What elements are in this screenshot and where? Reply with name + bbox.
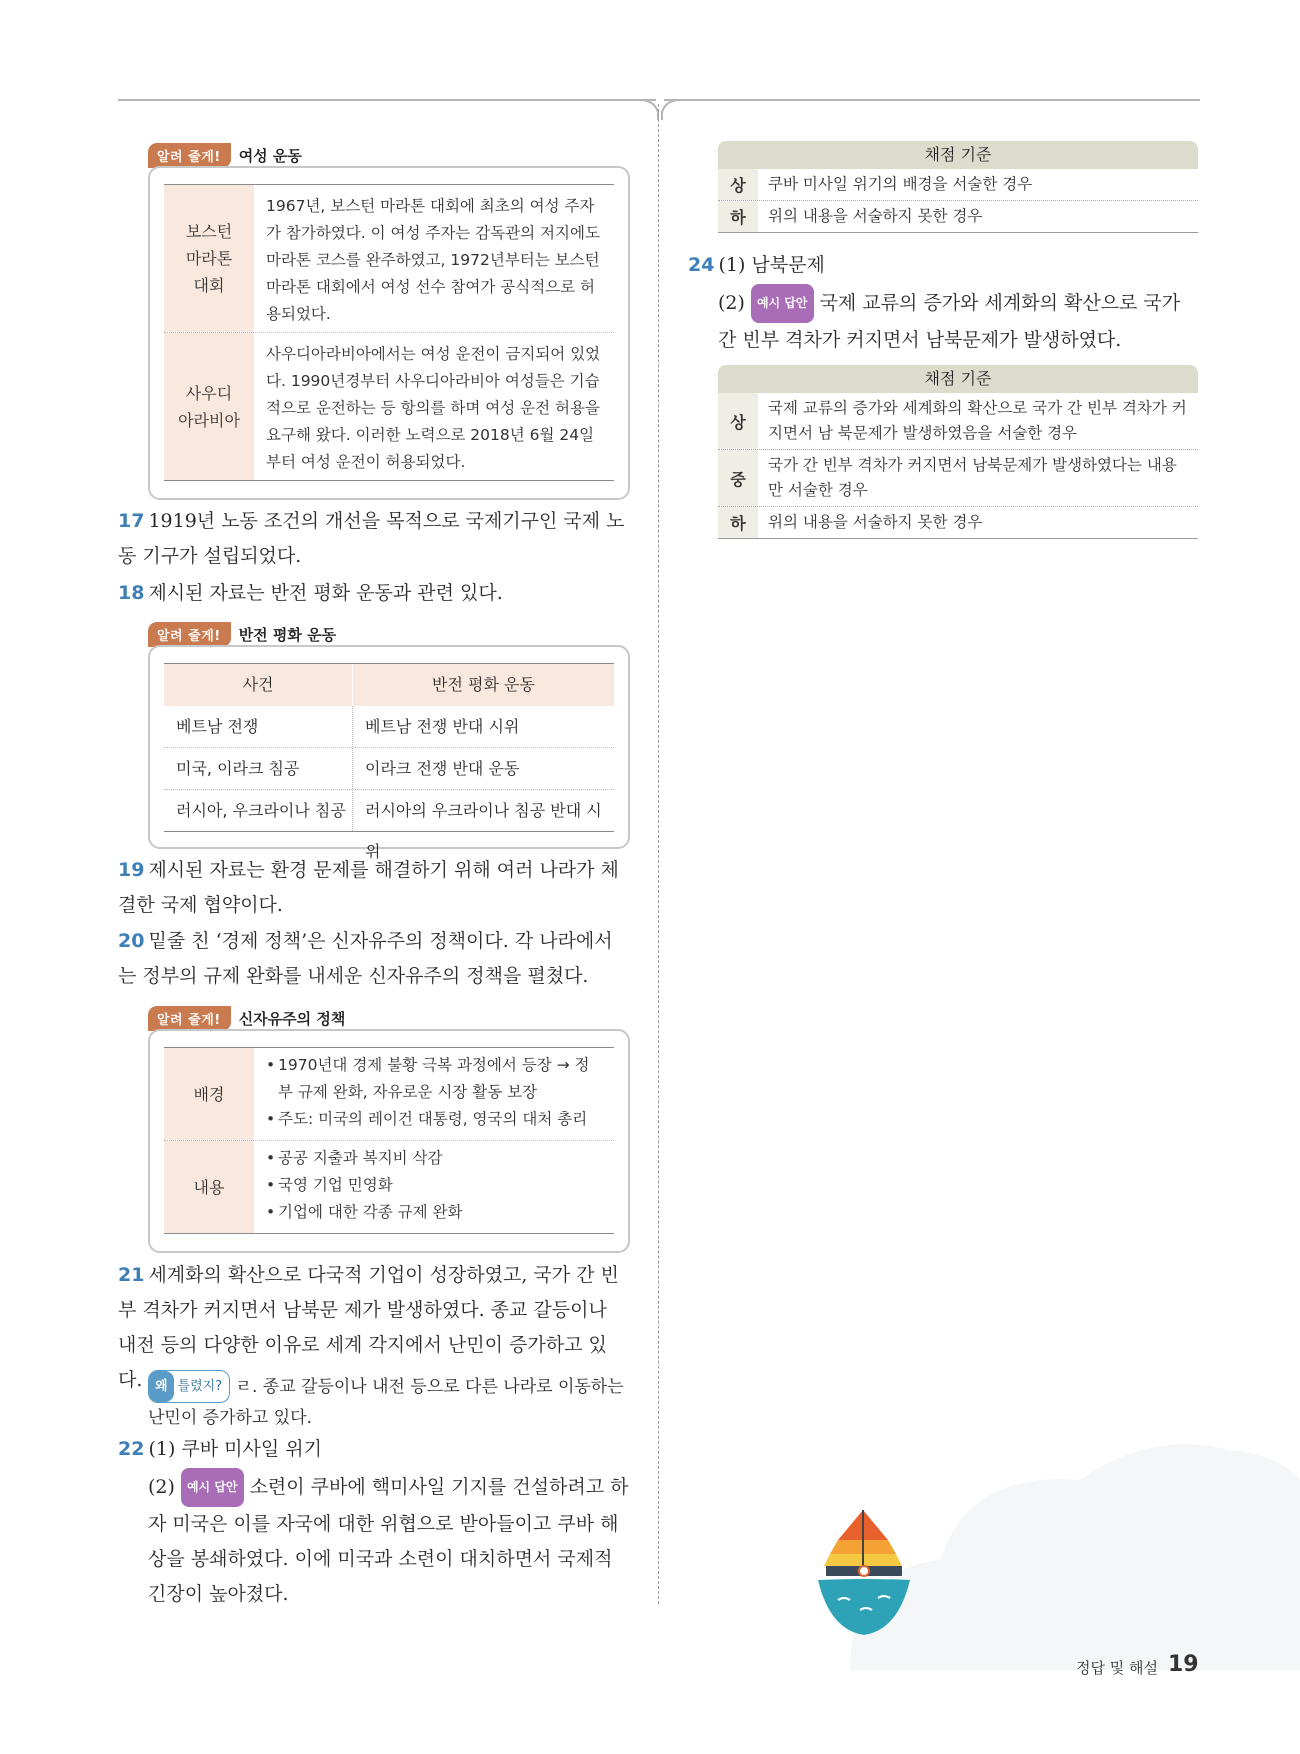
bullet-item: • 기업에 대한 각종 규제 완화 — [266, 1203, 463, 1221]
scoring-table-1 — [718, 141, 1198, 233]
tip-box-antiwar — [148, 645, 630, 861]
page-number: 19 — [1168, 1652, 1199, 1677]
answer-part1: (1) 남북문제 — [718, 254, 825, 276]
table-row — [164, 185, 614, 332]
cell-movement: 러시아의 우크라이나 침공 반대 시위 — [365, 801, 602, 861]
cell-event: 러시아, 우크라이나 침공 — [164, 790, 353, 831]
answer-18 — [118, 576, 630, 611]
top-rule-notch — [640, 98, 680, 120]
bullet-item: • 주도: 미국의 레이건 대통령, 영국의 대처 총리 — [266, 1110, 588, 1128]
table-row — [164, 748, 614, 790]
tip-label-neolib — [148, 1006, 345, 1031]
answer-text: 제시된 자료는 환경 문제를 해결하기 위해 여러 나라가 체결한 국제 협약이다. — [118, 859, 619, 916]
answer-number: 17 — [118, 510, 145, 532]
scoring-grade: 하 — [718, 507, 758, 538]
scoring-row — [718, 201, 1198, 233]
answer-number: 24 — [688, 254, 715, 276]
scoring-table-2 — [718, 365, 1198, 539]
top-rule-left — [118, 99, 656, 101]
scoring-grade: 상 — [718, 169, 758, 200]
tip-box-women — [148, 166, 630, 500]
answer-number: 20 — [118, 930, 145, 952]
answer-22-part2 — [148, 1468, 630, 1612]
column-divider — [658, 104, 659, 1604]
answer-number: 22 — [118, 1438, 145, 1460]
scoring-grade: 하 — [718, 201, 758, 232]
answer-text: 1919년 노동 조건의 개선을 목적으로 국제기구인 국제 노동 기구가 설립되었다. — [118, 510, 625, 567]
tip-label-antiwar — [148, 622, 336, 647]
example-answer-badge: 예시 답안 — [181, 1468, 244, 1507]
row-head: 보스턴 마라톤 대회 — [164, 185, 254, 332]
answer-number: 21 — [118, 1264, 145, 1286]
answer-17 — [118, 504, 630, 574]
bullet-item: • 국영 기업 민영화 — [266, 1176, 393, 1194]
bullet-item: • 1970년대 경제 불황 극복 과정에서 등장 → 정부 규제 완화, 자유로운 시장 활동 보장 — [266, 1056, 590, 1101]
neolib-table — [164, 1047, 614, 1234]
answer-number: 18 — [118, 582, 145, 604]
row-head: 사우디 아라비아 — [164, 333, 254, 480]
tip-box-neolib — [148, 1029, 630, 1253]
top-rule-right — [664, 99, 1200, 101]
tip-title: 신자유주의 정책 — [238, 1010, 346, 1028]
answer-24 — [688, 248, 1200, 283]
answer-text: 소련이 쿠바에 핵미사일 기지를 건설하려고 하자 미국은 이를 자국에 대한 위협으로 받아들이고 쿠바 해상을 봉쇄하였다. 이에 미국과 소련이 대치하면서 국제적 긴장이 높아졌다. — [148, 1476, 629, 1605]
header-movement: 반전 평화 운동 — [432, 675, 535, 694]
women-table — [164, 184, 614, 481]
answer-20 — [118, 924, 630, 994]
row-head: 배경 — [164, 1048, 254, 1140]
table-row — [164, 1048, 614, 1140]
scoring-grade: 상 — [718, 393, 758, 449]
row-head: 내용 — [164, 1141, 254, 1233]
tip-title: 여성 운동 — [238, 147, 302, 165]
cell-event: 미국, 이라크 침공 — [164, 748, 353, 789]
bullet-item: • 공공 지출과 복지비 삭감 — [266, 1149, 443, 1167]
answer-22 — [118, 1432, 630, 1467]
scoring-desc: 쿠바 미사일 위기의 배경을 서술한 경우 — [768, 175, 1033, 193]
part-prefix: (2) — [148, 1476, 175, 1498]
scoring-row — [718, 507, 1198, 539]
tip-label-women — [148, 143, 302, 168]
answer-text: 제시된 자료는 반전 평화 운동과 관련 있다. — [148, 582, 503, 604]
cell-movement: 이라크 전쟁 반대 운동 — [365, 759, 520, 778]
scoring-row — [718, 393, 1198, 450]
why-wrong-badge: 왜 틀렸지? — [148, 1370, 230, 1403]
scoring-row — [718, 169, 1198, 201]
part-prefix: (2) — [718, 292, 745, 314]
cell-event: 베트남 전쟁 — [164, 706, 353, 747]
scoring-desc: 위의 내용을 서술하지 못한 경우 — [768, 207, 983, 225]
scoring-row — [718, 450, 1198, 507]
table-row — [164, 332, 614, 480]
tip-badge: 알려 줄게! — [148, 622, 231, 647]
answer-number: 19 — [118, 859, 145, 881]
answer-24-part2 — [718, 284, 1200, 358]
table-row — [164, 1140, 614, 1233]
tip-title: 반전 평화 운동 — [238, 626, 337, 644]
row-body: 사우디아라비아에서는 여성 운전이 금지되어 있었다. 1990년경부터 사우디아라비아 여성들은 기습적으로 운전하는 등 항의를 하며 여성 운전 허용을 요구해 왔다. 이러한 노력으로 2018년 6월 24일부터 여성 운전이 허용되었다. — [266, 345, 601, 471]
header-event: 사건 — [164, 664, 353, 706]
tip-badge: 알려 줄게! — [148, 1006, 231, 1031]
wrong-note-text: ㄹ. 종교 갈등이나 내전 등으로 다른 나라로 이동하는 난민이 증가하고 있다. — [148, 1377, 624, 1428]
scoring-title: 채점 기준 — [718, 365, 1198, 393]
sailboat-illustration — [700, 1410, 1300, 1670]
answer-part1: (1) 쿠바 미사일 위기 — [148, 1438, 322, 1460]
scoring-desc: 국가 간 빈부 격차가 커지면서 남북문제가 발생하였다는 내용만 서술한 경우 — [768, 456, 1177, 499]
tip-badge: 알려 줄게! — [148, 143, 231, 168]
antiwar-table — [164, 663, 614, 861]
scoring-desc: 위의 내용을 서술하지 못한 경우 — [768, 513, 983, 531]
example-answer-badge: 예시 답안 — [751, 284, 814, 323]
scoring-desc: 국제 교류의 증가와 세계화의 확산으로 국가 간 빈부 격차가 커지면서 남 북문제가 발생하였음을 서술한 경우 — [768, 399, 1187, 442]
table-header — [164, 663, 614, 706]
table-row — [164, 706, 614, 748]
footer-label: 정답 및 해설 — [1076, 1659, 1158, 1677]
answer-21-wrong-note — [148, 1370, 630, 1434]
answer-text: 밑줄 친 ‘경제 정책’은 신자유주의 정책이다. 각 나라에서는 정부의 규제 완화를 내세운 신자유주의 정책을 펼쳤다. — [118, 930, 613, 987]
row-body — [254, 1048, 614, 1140]
row-body: 1967년, 보스턴 마라톤 대회에 최초의 여성 주자가 참가하였다. 이 여성 주자는 감독관의 저지에도 마라톤 코스를 완주하였고, 1972년부터는 보스턴 마라톤 대회에서 여성 선수 참여가 공식적으로 허용되었다. — [266, 197, 600, 323]
answer-19 — [118, 853, 630, 923]
row-body — [254, 1141, 614, 1233]
scoring-title: 채점 기준 — [718, 141, 1198, 169]
scoring-grade: 중 — [718, 450, 758, 506]
cell-movement: 베트남 전쟁 반대 시위 — [365, 717, 520, 736]
answer-text: 세계화의 확산으로 다국적 기업이 성장하였고, 국가 간 빈부 격차가 커지면서 남북문 제가 발생하였다. 종교 갈등이나 내전 등의 다양한 이유로 세계 각지에서 난민이 증가하고 있다. — [118, 1264, 619, 1391]
answer-text: 국제 교류의 증가와 세계화의 확산으로 국가 간 빈부 격차가 커지면서 남북문제가 발생하였다. — [718, 292, 1181, 351]
table-row — [164, 790, 614, 861]
